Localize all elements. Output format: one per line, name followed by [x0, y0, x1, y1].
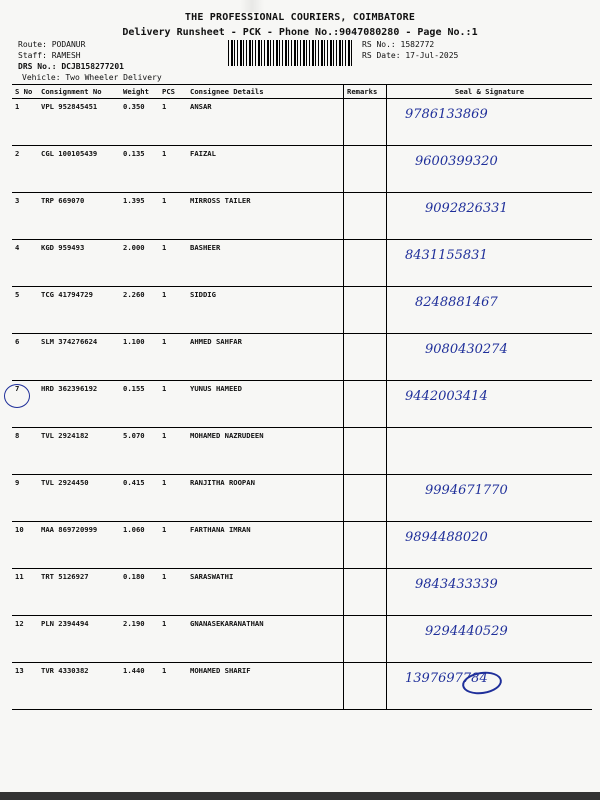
cell-pcs: 1 — [159, 146, 187, 193]
cell-sno: 10 — [12, 522, 38, 569]
cell-consignee: AHMED SAHFAR — [187, 334, 344, 381]
cell-consignment-no: CGL 100105439 — [38, 146, 120, 193]
cell-remarks — [344, 616, 387, 663]
cell-signature — [387, 428, 593, 475]
route-text: Route: PODANUR — [18, 40, 86, 49]
cell-consignment-no: PLN 2394494 — [38, 616, 120, 663]
cell-pcs: 1 — [159, 287, 187, 334]
cell-consignee: SARASWATHI — [187, 569, 344, 616]
cell-remarks — [344, 381, 387, 428]
cell-consignee: FAIZAL — [187, 146, 344, 193]
table-row — [12, 146, 592, 193]
cell-weight: 5.070 — [120, 428, 159, 475]
rs-number: RS No.: 1582772 — [362, 40, 435, 49]
cell-weight: 2.190 — [120, 616, 159, 663]
table-row — [12, 287, 592, 334]
cell-signature: 9442003414 — [387, 381, 593, 428]
cell-consignee: GNANASEKARANATHAN — [187, 616, 344, 663]
rs-date: RS Date: 17-Jul-2025 — [362, 51, 459, 60]
table-row — [12, 381, 592, 428]
table-row — [12, 240, 592, 287]
cell-weight: 0.415 — [120, 475, 159, 522]
col-consignee: Consignee Details — [187, 85, 344, 99]
cell-weight: 1.440 — [120, 663, 159, 710]
cell-remarks — [344, 193, 387, 240]
cell-signature: 9994671770 — [387, 475, 593, 522]
barcode-image — [228, 40, 352, 66]
cell-signature: 9092826331 — [387, 193, 593, 240]
cell-consignment-no: SLM 374276624 — [38, 334, 120, 381]
cell-consignee: ANSAR — [187, 99, 344, 146]
cell-sno: 13 — [12, 663, 38, 710]
cell-weight: 1.060 — [120, 522, 159, 569]
cell-weight: 1.395 — [120, 193, 159, 240]
cell-consignment-no: TCG 41794729 — [38, 287, 120, 334]
cell-consignment-no: TVL 2924182 — [38, 428, 120, 475]
runsheet-title: Delivery Runsheet - PCK - Phone No.:9047080280 - Page No.:1 — [122, 27, 478, 38]
cell-pcs: 1 — [159, 193, 187, 240]
cell-consignment-no: KGD 959493 — [38, 240, 120, 287]
col-pcs: PCS — [159, 85, 187, 99]
cell-consignee: BASHEER — [187, 240, 344, 287]
cell-weight: 0.155 — [120, 381, 159, 428]
cell-sno: 11 — [12, 569, 38, 616]
cell-sno: 5 — [12, 287, 38, 334]
staff-text: Staff: RAMESH — [18, 51, 81, 60]
cell-consignee: RANJITHA ROOPAN — [187, 475, 344, 522]
table-row — [12, 334, 592, 381]
cell-consignee: MIRROSS TAILER — [187, 193, 344, 240]
cell-signature: 8431155831 — [387, 240, 593, 287]
cell-pcs: 1 — [159, 428, 187, 475]
cell-consignment-no: TRP 669070 — [38, 193, 120, 240]
cell-signature: 9080430274 — [387, 334, 593, 381]
delivery-table — [12, 84, 592, 710]
table-row — [12, 522, 592, 569]
cell-sno: 2 — [12, 146, 38, 193]
cell-signature: 9786133869 — [387, 99, 593, 146]
cell-consignment-no: VPL 952845451 — [38, 99, 120, 146]
vehicle-text: Vehicle: Two Wheeler Delivery — [22, 73, 162, 82]
col-consignment: Consignment No — [38, 85, 120, 99]
table-row — [12, 663, 592, 710]
handwritten-circle-mark — [4, 384, 30, 408]
cell-consignee: MOHAMED NAZRUDEEN — [187, 428, 344, 475]
cell-sno: 8 — [12, 428, 38, 475]
cell-consignment-no: TRT 5126927 — [38, 569, 120, 616]
cell-consignee: YUNUS HAMEED — [187, 381, 344, 428]
cell-sno: 6 — [12, 334, 38, 381]
cell-pcs: 1 — [159, 381, 187, 428]
cell-remarks — [344, 663, 387, 710]
cell-consignment-no: TVR 4330382 — [38, 663, 120, 710]
scan-noise — [0, 0, 600, 12]
col-sno: S No — [12, 85, 38, 99]
cell-pcs: 1 — [159, 569, 187, 616]
cell-weight: 2.000 — [120, 240, 159, 287]
cell-consignment-no: TVL 2924450 — [38, 475, 120, 522]
cell-consignment-no: HRD 362396192 — [38, 381, 120, 428]
cell-remarks — [344, 428, 387, 475]
cell-consignee: SIDDIG — [187, 287, 344, 334]
cell-consignee: FARTHANA IMRAN — [187, 522, 344, 569]
cell-remarks — [344, 240, 387, 287]
cell-sno: 1 — [12, 99, 38, 146]
table-row — [12, 193, 592, 240]
cell-signature: 9894488020 — [387, 522, 593, 569]
col-signature: Seal & Signature — [387, 85, 593, 99]
table-row — [12, 616, 592, 663]
cell-pcs: 1 — [159, 616, 187, 663]
cell-weight: 1.100 — [120, 334, 159, 381]
cell-sno: 7 — [12, 381, 38, 428]
cell-sno: 4 — [12, 240, 38, 287]
col-remarks: Remarks — [344, 85, 387, 99]
scan-edge-shadow — [0, 792, 600, 800]
cell-signature: 9294440529 — [387, 616, 593, 663]
cell-remarks — [344, 287, 387, 334]
cell-remarks — [344, 569, 387, 616]
cell-sno: 3 — [12, 193, 38, 240]
cell-pcs: 1 — [159, 475, 187, 522]
cell-signature: 9843433339 — [387, 569, 593, 616]
cell-remarks — [344, 522, 387, 569]
cell-remarks — [344, 99, 387, 146]
cell-signature: 8248881467 — [387, 287, 593, 334]
cell-weight: 0.135 — [120, 146, 159, 193]
cell-pcs: 1 — [159, 663, 187, 710]
drs-number: DRS No.: DCJB158277201 — [18, 62, 124, 71]
table-header-row — [12, 85, 592, 99]
cell-consignment-no: MAA 869720999 — [38, 522, 120, 569]
cell-remarks — [344, 146, 387, 193]
cell-sno: 9 — [12, 475, 38, 522]
cell-pcs: 1 — [159, 99, 187, 146]
company-title: THE PROFESSIONAL COURIERS, COIMBATORE — [184, 12, 416, 23]
cell-signature: 1397697784 — [387, 663, 593, 710]
cell-remarks — [344, 475, 387, 522]
cell-weight: 0.350 — [120, 99, 159, 146]
cell-pcs: 1 — [159, 334, 187, 381]
cell-remarks — [344, 334, 387, 381]
table-row — [12, 569, 592, 616]
table-row — [12, 99, 592, 146]
table-row — [12, 428, 592, 475]
cell-weight: 2.260 — [120, 287, 159, 334]
cell-signature: 9600399320 — [387, 146, 593, 193]
cell-pcs: 1 — [159, 240, 187, 287]
cell-pcs: 1 — [159, 522, 187, 569]
table-row — [12, 475, 592, 522]
cell-sno: 12 — [12, 616, 38, 663]
cell-weight: 0.180 — [120, 569, 159, 616]
cell-consignee: MOHAMED SHARIF — [187, 663, 344, 710]
col-weight: Weight — [120, 85, 159, 99]
